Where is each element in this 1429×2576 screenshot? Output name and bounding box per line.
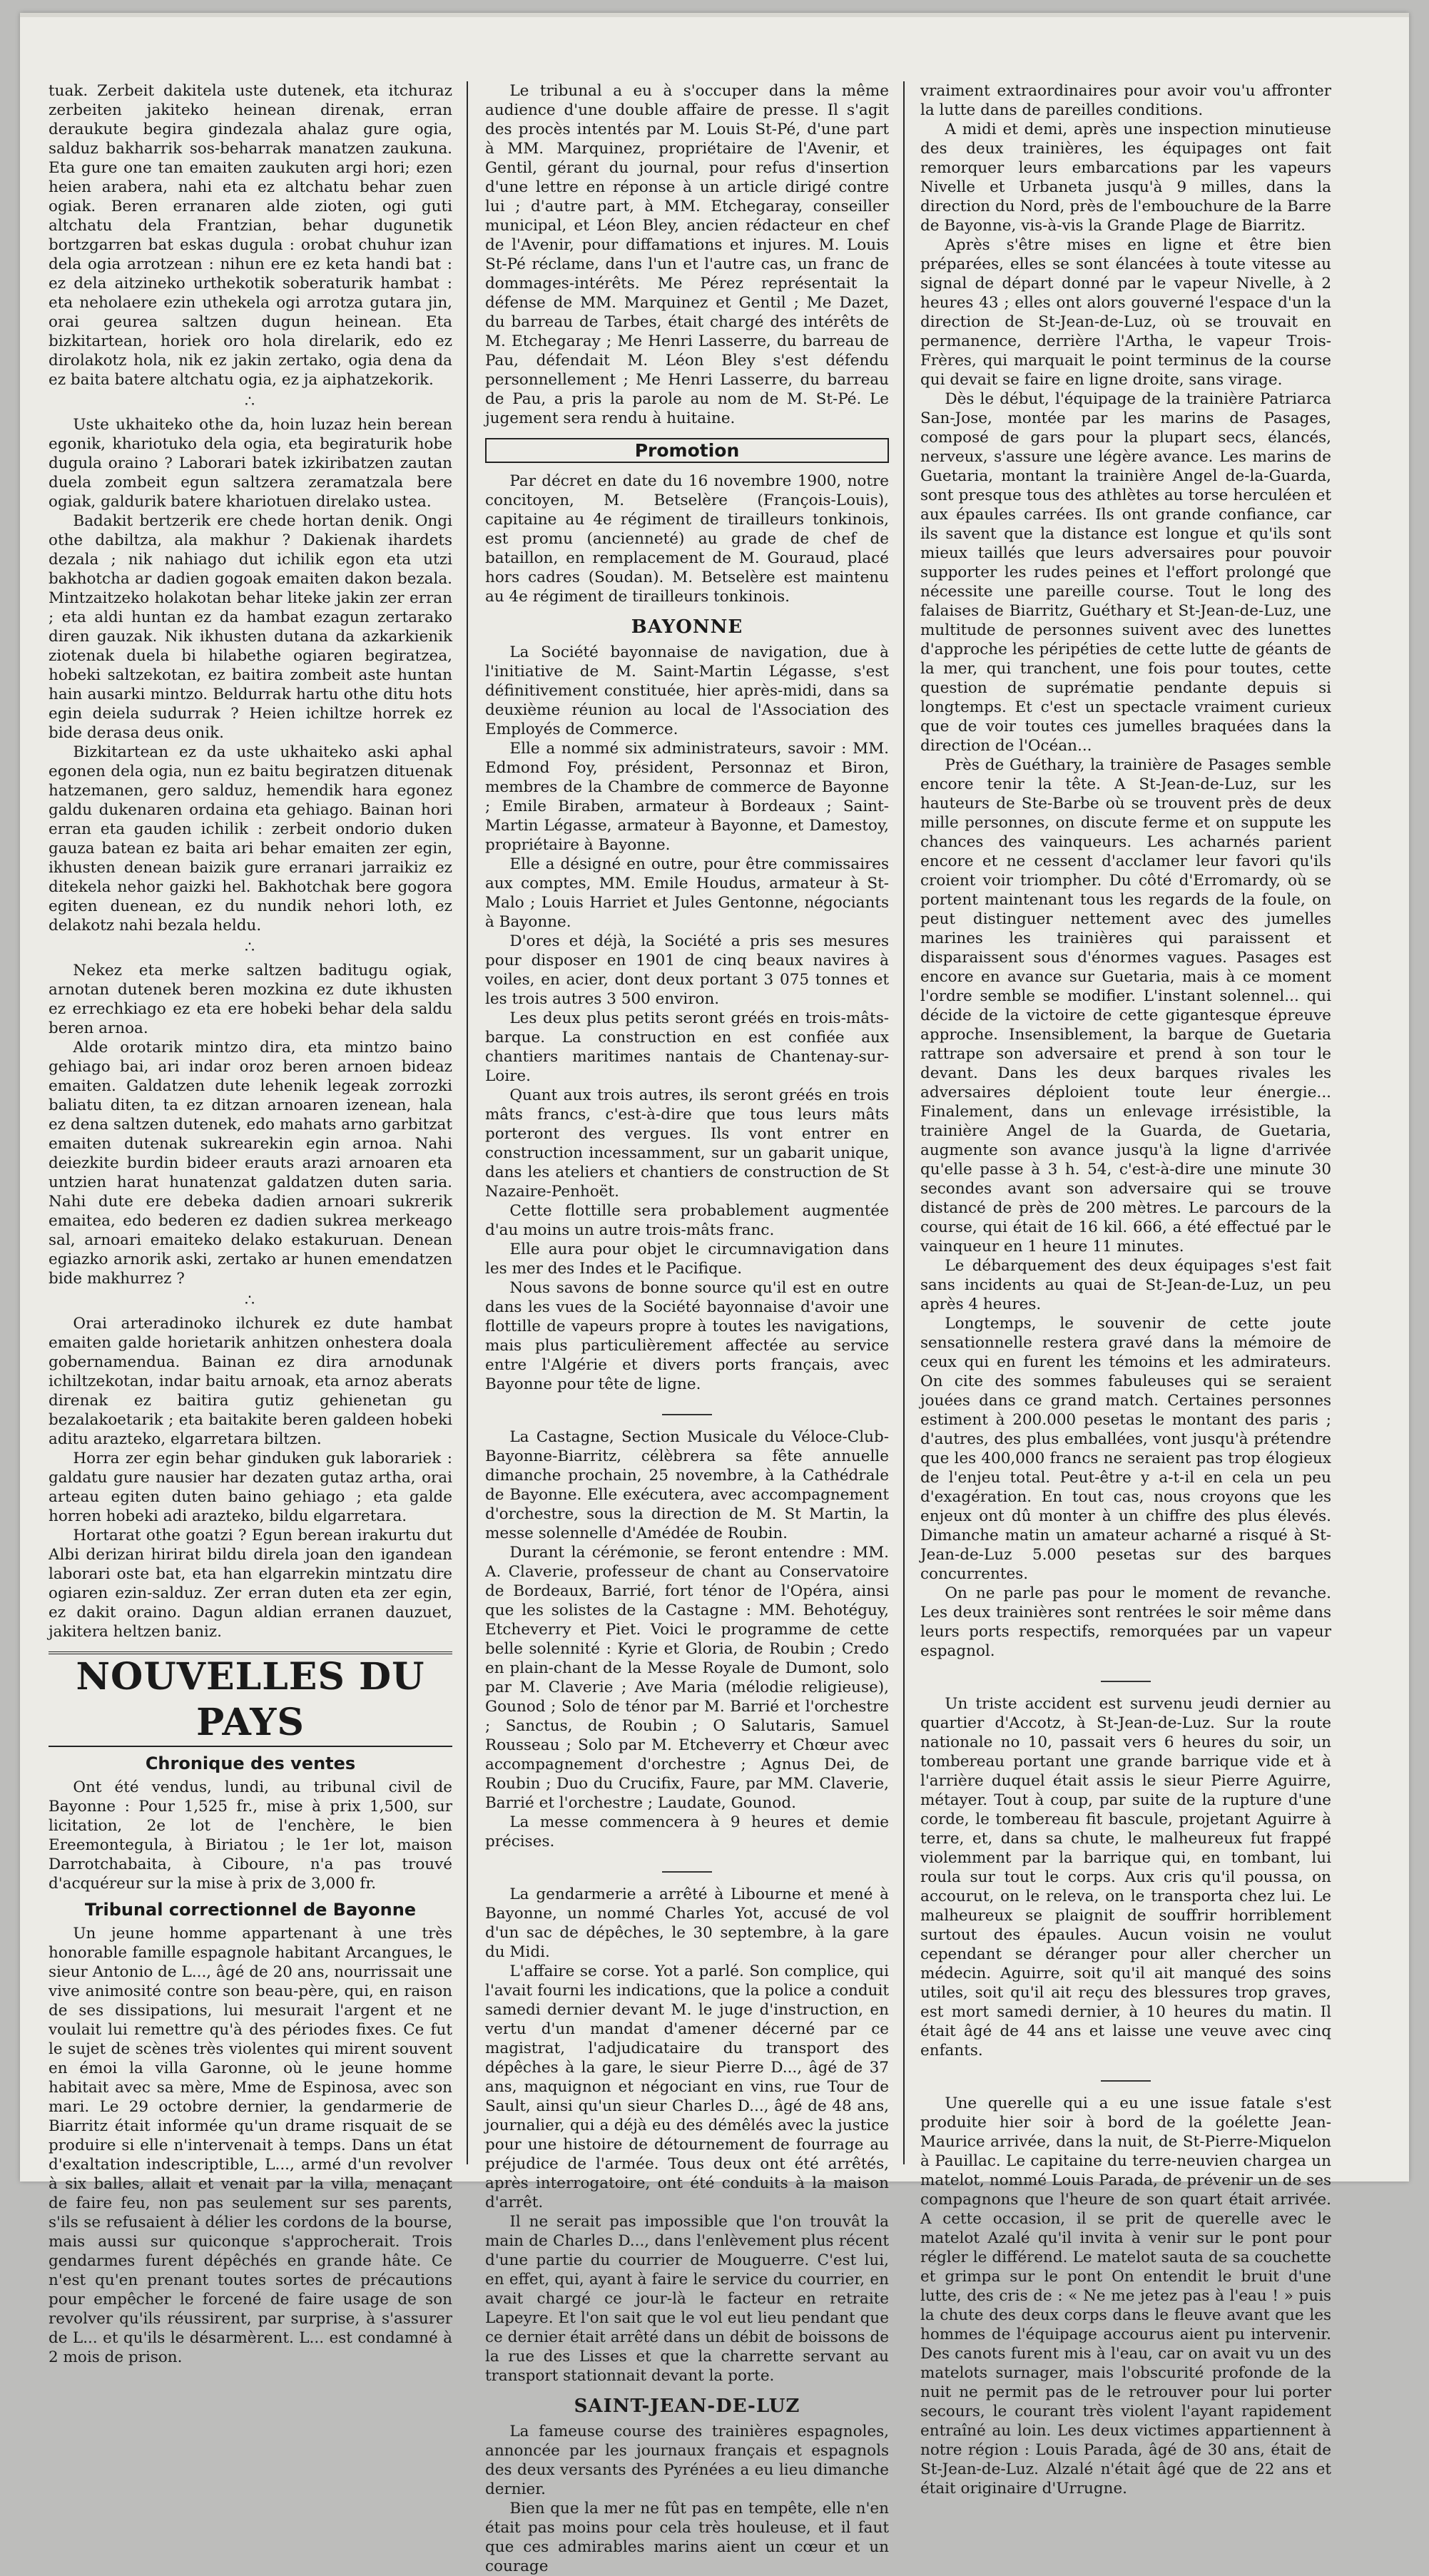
basque-paragraph: Badakit bertzerik ere chede hortan denik. Ongi othe dabiltza, ala makhur ? Dakienak ihardets dezala ; nik nahiago dut ichilik egon eta utzi bakhotcha ar dadien gogoak emaiten dakon bezala. Mintzaitzeko holakotan behar liteke jakin zer erran ; eta aldi huntan ez da hambat ezagun zertarako diren gauzak. Nik ikhusten dutana da azkarkienik ziotenak duela bi hilabethe ogiaren begiratzea, hobeki saltzekotan, ez baitira zombeit aste huntan hain ausarki mintzo. Beldurrak hartu othe ditu hots egin deiela sudurrak ? Heien ichiltze horrek ez bide derasa deus onik. xyxy=(49,512,452,742)
article-paragraph: vraiment extraordinaires pour avoir vou'u affronter la lutte dans de pareilles conditions. xyxy=(920,82,1331,119)
article-paragraph: Longtemps, le souvenir de cette joute sensationnelle restera gravé dans la mémoire de ceux qui en furent les témoins et les admirateurs. On cite des sommes fabuleuses qui se seraient jouées dans ce grand match. Certaines personnes estiment à 200.000 pesetas le montant des paris ; d'autres, des plus emballées, vont jusqu'à prétendre que les 400,000 francs ne seraient pas trop élogieux de l'enjeu total. Peut-être y a-t-il en cela un peu d'exagération. En tout cas, nous croyons que les enjeux ont dû monter à un chiffre des plus élevés. Dimanche matin un amateur acharné a risqué à St-Jean-de-Luz 5.000 pesetas sur des barques concurrentes. xyxy=(920,1315,1331,1583)
article-paragraph: Un triste accident est survenu jeudi dernier au quartier d'Accotz, à St-Jean-de-Luz. Sur la route nationale no 10, passait vers 6 heures du soir, un tombereau portant une grande barrique vide et à l'arrière duquel était assis le sieur Pierre Aguirre, métayer. Tout à coup, par suite de la rupture d'une corde, le tombereau fit bascule, projetant Aguirre à terre, et, dans sa chute, le malheureux fut frappé violemment par la barrique qui, en tombant, lui roula sur tout le corps. Aux cris qu'il poussa, on accourut, on le releva, on le transporta chez lui. Le malheureux se plaignit de souffrir horriblement surtout des épaules. Aucun voisin ne voulut cependant se déranger pour aller chercher un médecin. Aguirre, soit qu'il ait manqué des soins utiles, soit qu'il ait reçu des blessures trop graves, est mort samedi dernier, à 10 heures du matin. Il était âgé de 44 ans et laisse une veuve avec cinq enfants. xyxy=(920,1695,1331,2060)
article-paragraph: Cette flottille sera probablement augmentée d'au moins un autre trois-mâts franc. xyxy=(485,1202,889,1239)
basque-paragraph: Hortarat othe goatzi ? Egun berean irakurtu dut Albi derizan hirirat bildu direla joan den igandean laborari oste bat, eta han elgarrekin mintzatu dire ogiaren ezin-salduz. Zer erran duten eta zer egin, ez dakit oraino. Dagun aldian erranen dauzuet, jakitera heltzen baniz. xyxy=(49,1527,452,1641)
article-paragraph: Il ne serait pas impossible que l'on trouvât la main de Charles D..., dans l'enlèvement plus récent d'une partie du courrier de Mouguerre. C'est lui, en effet, qui, ayant à faire le service du courrier, en avait chargé ce jour-là le facteur en retraite Lapeyre. Et l'on sait que le vol eut lieu pendant que ce dernier était arrêté dans un débit de boissons de la rue des Lisses et que la charrette servant au transport stationnait devant la porte. xyxy=(485,2213,889,2385)
section-title: Tribunal correctionnel de Bayonne xyxy=(84,1900,417,1920)
article-paragraph: Par décret en date du 16 novembre 1900, notre concitoyen, M. Betselère (François-Louis), capitaine au 4e régiment de tirailleurs tonkinois, est promu (ancienneté) au grade de chef de bataillon, en remplacement de M. Gouraud, placé hors cadres (Soudan). M. Betselère est maintenu au 4e régiment de tirailleurs tonkinois. xyxy=(485,472,889,606)
separator-rule xyxy=(920,1668,1331,1687)
article-paragraph: La Castagne, Section Musicale du Véloce-Club-Bayonne-Biarritz, célèbrera sa fête annuelle dimanche prochain, 25 novembre, à la Cathédrale de Bayonne. Elle exécutera, avec accompagnement d'orchestre, sous la direction de M. St Martin, la messe solennelle d'Amédée de Roubin. xyxy=(485,1428,889,1542)
column-rule-1 xyxy=(467,81,468,2164)
article-paragraph: Les deux plus petits seront gréés en trois-mâts-barque. La construction en est confiée aux chantiers maritimes nantais de Chantenay-sur-Loire. xyxy=(485,1009,889,1085)
page-top-edge xyxy=(20,13,1409,17)
article-paragraph: Le tribunal a eu à s'occuper dans la même audience d'une double affaire de presse. Il s'agit des procès intentés par M. Louis St-Pé, d'une part à MM. Marquinez, propriétaire de l'Avenir, et Gentil, gérant du journal, pour refus d'insertion d'une lettre en réponse à un article dirigé contre lui ; d'autre part, à MM. Etchegaray, conseiller municipal, et Léon Bley, ancien rédacteur en chef de l'Avenir, pour diffamations et injures. M. Louis St-Pé réclame, dans l'un et l'autre cas, un franc de dommages-intérêts. Me Pérez représentait la défense de MM. Marquinez et Gentil ; Me Dazet, du barreau de Tarbes, était chargé des intérêts de M. Etchegaray ; Me Henri Lasserre, du barreau de Pau, défendait M. Léon Bley s'est défendu personnellement ; Me Henri Lasserre, du barreau de Pau, a pris la parole au nom de M. St-Pé. Le jugement sera rendu à huitaine. xyxy=(485,82,889,427)
basque-paragraph: Bizkitartean ez da uste ukhaiteko aski aphal egonen dela ogia, nun ez baitu begiratzen dituenak hatzemanen, gero salduz, hemendik hara egonez galdu dukenaren ordaina eta gehiago. Bainan hori erran eta gauden ichilik : zerbeit ondorio duken gauza batean ez baita ari behar emaiten zer egin, ikhusten denean baizik gure erranari jarraikiz ez ditekela nehor gaizki hel. Bakhotchak bere gogora egiten duenean, ez du nundik nehori loth, ez delakotz nahi bezala heldu. xyxy=(49,743,452,935)
section-title: SAINT-JEAN-DE-LUZ xyxy=(574,2396,800,2417)
basque-paragraph: Orai arteradinoko ilchurek ez dute hambat emaiten galde horietarik anhitzen onhestera doala gobernamendua. Bainan ez dira arnodunak ichiltzekotan, indar baitu arnoak, eta arnoz aberats direnak ez baitira gutiz gehienetan gu bezalakoetarik ; eta baitakite beren galdeen hobeki aditu arazteko, elgarretara biltzen. xyxy=(49,1315,452,1448)
section-title: Promotion xyxy=(485,438,889,463)
newspaper-page xyxy=(20,13,1409,2575)
article-paragraph: Près de Guéthary, la trainière de Pasages semble encore tenir la tête. A St-Jean-de-Luz, sur les hauteurs de Ste-Barbe où se trouvent près de deux mille personnes, on discute ferme et on suppute les chances des vainqueurs. Les acharnés parient encore et ne cessent d'acclamer leur favori qu'ils croient voir triompher. Du côté d'Erromardy, où se portent maintenant tous les regards de la foule, on peut distinguer nettement avec des jumelles marines les trainières qui paraissent et disparaissent sous d'énormes vagues. Pasages est encore en avance sur Guetaria, mais à ce moment l'ordre semble se modifier. L'instant solennel... qui décide de la victoire de cette gigantesque épreuve approche. Insensiblement, la barque de Guetaria rattrape son adversaire et prend à son tour le devant. Dans les deux barques rivales les adversaires déploient toute leur énergie... Finalement, dans un enlevage irrésistible, la trainière Angel de la Guarda, de Guetaria, augmente son avance jusqu'à la ligne d'arrivée qu'elle passe à 3 h. 54, c'est-à-dire une minute 30 secondes avant son adversaire qui se trouve distancé de près de 200 mètres. Le parcours de la course, qui était de 16 kil. 666, a été effectué par le vainqueur en 1 heure 11 minutes. xyxy=(920,756,1331,1256)
column-2 xyxy=(485,81,889,2575)
article-paragraph: A midi et demi, après une inspection minutieuse des deux trainières, les équipages ont fait remorquer leurs embarcations par les vapeurs Nivelle et Urbaneta jusqu'à 9 milles, dans la direction du Nord, près de l'embouchure de la Barre de Bayonne, vis-à-vis la Grande Plage de Biarritz. xyxy=(920,121,1331,235)
separator-rule xyxy=(485,1401,889,1420)
article-paragraph: D'ores et déjà, la Société a pris ses mesures pour disposer en 1901 de cinq beaux navires à voiles, en acier, dont deux portant 3 075 tonnes et les trois autres 3 500 environ. xyxy=(485,932,889,1008)
article-paragraph: Le débarquement des deux équipages s'est fait sans incidents au quai de St-Jean-de-Luz, un peu après 4 heures. xyxy=(920,1257,1331,1313)
article-paragraph: Nous savons de bonne source qu'il est en outre dans les vues de la Société bayonnaise d'avoir une flottille de vapeurs propre à toutes les navigations, mais plus particulièrement affectée au service entre l'Algérie et divers ports français, avec Bayonne pour tête de ligne. xyxy=(485,1279,889,1393)
asterism: ∴ xyxy=(245,939,256,957)
asterism: ∴ xyxy=(245,393,256,411)
column-rule-2 xyxy=(903,81,905,2164)
basque-paragraph: Alde orotarik mintzo dira, eta mintzo baino gehiago bai, ari indar oroz beren arnoen bideaz emaiten. Galdatzen dute lehenik legeak zorrozki baliatu diten, ta ez ditzan arnoaren izenean, hala ez dena saltzen dutenek, edo mahats arno garbitzat emaiten dutenak sukrearekin egin arnoa. Nahi deiezkite burdin bideer erauts arazi arnoaren eta untzien harat hunatenzat galdatzen duten saria. Nahi dute ere debeka dadien arnoari sukrerik emaitea, edo bederen ez dadien sukrea merkeago sal, arnoari emaiteko delako estakuruan. Denean egiazko arnorik aski, zertako ar hunen emendatzen bide makhurrez ? xyxy=(49,1039,452,1288)
section-title: BAYONNE xyxy=(631,616,743,638)
column-1 xyxy=(49,81,452,2366)
basque-paragraph: Uste ukhaiteko othe da, hoin luzaz hein berean egonik, khariotuko dela ogia, eta begiraturik hobe dugula oraino ? Laborari batek izkiribatzen zautan duela zombeit egun saltzera zeramatzala bere ogiak, galdurik batere khariotuen direlako ustea. xyxy=(49,416,452,511)
basque-paragraph: Nekez eta merke saltzen baditugu ogiak, arnotan dutenek beren mozkina ez dute ikhusten ez errechkiago ez eta ere hobeki behar dela saldu beren arnoa. xyxy=(49,962,452,1037)
column-3 xyxy=(920,81,1331,2498)
article-paragraph: Dès le début, l'équipage de la trainière Patriarca San-Jose, montée par les marins de Pasages, composé de gars pour la plupart secs, élancés, nerveux, s'assure une légère avance. Les marins de Guetaria, montant la trainière Angel de-la-Guarda, sont presque tous des athlètes au torse herculéen et aux épaules carrées. Ils ont grande confiance, car ils savent que la distance est longue et qu'ils sont mieux taillés que leurs adversaires pour pouvoir supporter les rudes peines et l'effort prolongé que nécessite une pareille course. Tout le long des falaises de Biarritz, Guéthary et St-Jean-de-Luz, une multitude de personnes suivent avec des lunettes d'approche les péripéties de cette lutte de géants de la mer, qui tranchent, une fois pour toutes, cette question de suprématie pendante depuis si longtemps. Et c'est un spectacle vraiment curieux que de voir toutes ces jumelles braquées dans la direction de l'Océan... xyxy=(920,390,1331,755)
article-paragraph: Une querelle qui a eu une issue fatale s'est produite hier soir à bord de la goélette Jean-Maurice arrivée, dans la nuit, de St-Pierre-Miquelon à Pauillac. Le capitaine du terre-neuvien chargea un matelot, nommé Louis Parada, de prévenir un de ses compagnons que l'heure de son quart était arrivée. A cette occasion, il se prit de querelle avec le matelot Azalé qu'il invita à venir sur le pont pour régler le différend. Le matelot sauta de sa couchette et grimpa sur le pont On entendit le bruit d'une lutte, des cris de : « Ne me jetez pas à l'eau ! » puis la chute des deux corps dans le fleuve avant que les hommes de l'équipage accourus aient pu intervenir. Des canots furent mis à l'eau, car on avait vu un des matelots surnager, mais l'obscurité profonde de la nuit ne permit pas de le retrouver pour lui porter secours, le courant très violent l'ayant rapidement entraîné au loin. Les deux victimes appartiennent à notre région : Louis Parada, âgé de 30 ans, était de St-Jean-de-Luz. Alzalé n'était âgé que de 22 ans et était originaire d'Urrugne. xyxy=(920,2094,1331,2498)
article-paragraph: La fameuse course des trainières espagnoles, annoncée par les journaux français et espagnols des deux versants des Pyrénées a eu lieu dimanche dernier. xyxy=(485,2423,889,2498)
section-masthead: NOUVELLES DU PAYS xyxy=(49,1651,452,1747)
article-paragraph: On ne parle pas pour le moment de revanche. Les deux trainières sont rentrées le soir même dans leurs ports respectifs, remorquées par un vapeur espagnol. xyxy=(920,1584,1331,1660)
article-paragraph: Elle a désigné en outre, pour être commissaires aux comptes, MM. Emile Houdus, armateur à St-Malo ; Louis Harriet et Jules Gentonne, négociants à Bayonne. xyxy=(485,855,889,931)
article-paragraph: Elle a nommé six administrateurs, savoir : MM. Edmond Foy, président, Personnaz et Biron, membres de la Chambre de commerce de Bayonne ; Emile Biraben, armateur à Bordeaux ; Saint-Martin Légasse, armateur à Bayonne, et Damestoy, propriétaire à Bayonne. xyxy=(485,740,889,854)
article-paragraph: Ont été vendus, lundi, au tribunal civil de Bayonne : Pour 1,525 fr., mise à prix 1,500, sur licitation, 2e lot de l'enchère, le bien Ereemontegula, à Biriatou ; le 1er lot, maison Darrotchabaita, à Ciboure, n'a pas trouvé d'acquéreur sur la mise à prix de 3,000 fr. xyxy=(49,1778,452,1893)
article-paragraph: Bien que la mer ne fût pas en tempête, elle n'en était pas moins pour cela très houleuse, et il faut que ces admirables marins aient un cœur et un courage xyxy=(485,2500,889,2575)
section-title: Chronique des ventes xyxy=(145,1753,356,1773)
article-paragraph: Durant la cérémonie, se feront entendre : MM. A. Claverie, professeur de chant au Conservatoire de Bordeaux, Barrié, fort ténor de l'Opéra, ainsi que les solistes de la Castagne : MM. Behotéguy, Etcheverry et Piet. Voici le programme de cette belle solennité : Kyrie et Gloria, de Roubin ; Credo en plain-chant de la Messe Royale de Dumont, solo par M. Claverie ; Ave Maria (mélodie religieuse), Gounod ; Solo de ténor par M. Barrié et l'orchestre ; Sanctus, de Roubin ; O Salutaris, Samuel Rousseau ; Solo par M. Etcheverry et Chœur avec accompagnement d'orchestre ; Agnus Dei, de Roubin ; Duo du Crucifix, Faure, par MM. Claverie, Barrié et l'orchestre ; Laudate, Gounod. xyxy=(485,1544,889,1812)
asterism: ∴ xyxy=(245,1292,256,1310)
article-paragraph: Elle aura pour objet le circumnavigation dans les mer des Indes et le Pacifique. xyxy=(485,1241,889,1278)
article-paragraph: La Société bayonnaise de navigation, due à l'initiative de M. Saint-Martin Légasse, s'est définitivement constituée, hier après-midi, dans sa deuxième réunion au local de l'Association des Employés de Commerce. xyxy=(485,643,889,738)
article-paragraph: L'affaire se corse. Yot a parlé. Son complice, qui l'avait fourni les indications, que la police a conduit samedi dernier devant M. le juge d'instruction, en vertu d'un mandat d'amener décerné par ce magistrat, l'adjudicataire du transport des dépêches à la gare, le sieur Pierre D..., âgé de 37 ans, maquignon et négociant en vins, rue Tour de Sault, ainsi qu'un sieur Charles D..., âgé de 48 ans, journalier, qui a déjà eu des démêlés avec la justice pour une histoire de détournement de fourrage au préjudice de l'armée. Tous deux ont été arrêtés, après interrogatoire, ont été conduits à la maison d'arrêt. xyxy=(485,1962,889,2211)
article-paragraph: La gendarmerie a arrêté à Libourne et mené à Bayonne, un nommé Charles Yot, accusé de vol d'un sac de dépêches, le 30 septembre, à la gare du Midi. xyxy=(485,1885,889,1961)
separator-rule xyxy=(920,2067,1331,2087)
basque-paragraph: Horra zer egin behar ginduken guk laborariek : galdatu gure nausier har dezaten gutaz artha, orai arteau egiten duten baino gehiago ; eta galde horren hobeki adi arazteko, bildu elgarretara. xyxy=(49,1450,452,1525)
separator-rule xyxy=(485,1858,889,1878)
article-paragraph: Après s'être mises en ligne et être bien préparées, elles se sont élancées à toute vitesse au signal de départ donné par le vapeur Nivelle, à 2 heures 43 ; elles ont alors gouverné l'espace d'un la direction de St-Jean-de-Luz, où se trouvait en permanence, derrière l'Artha, le vapeur Trois-Frères, qui marquait le point terminus de la course qui devait se faire en ligne droite, sans virage. xyxy=(920,236,1331,389)
article-paragraph: Quant aux trois autres, ils seront gréés en trois mâts francs, c'est-à-dire que tous leurs mâts porteront des vergues. Ils vont entrer en construction incessamment, sur un gabarit unique, dans les ateliers et chantiers de construction de St Nazaire-Penhoët. xyxy=(485,1086,889,1201)
article-paragraph: La messe commencera à 9 heures et demie précises. xyxy=(485,1813,889,1850)
basque-paragraph: tuak. Zerbeit dakitela uste dutenek, eta itchuraz zerbeiten jakiteko heinean direnak, erran deraukute begira gindezala ahalaz gure ogia, salduz bakharrik sos-beharrak manatzen zaukuna. Eta gure one tan emaiten zaukuten argi hori; ezen heien arabera, nahi eta ez altchatu behar zuen ogiak. Beren erranaren alde zioten, ogi guti altchatu dela Frantzian, behar dugunetik bortzgarren bat eskas dugula : orobat chuhur izan dela ogia arrotzean : nihun ere ez keta handi bat : ez dela aitzineko urthekotik soberaturik hambat : eta neholaere ezin uthekela ogi arrotza gutara jin, orai geurea saltzen dugun heinean. Eta bizkitartean, horiek oro hola direlarik, edo ez dirolakotz hola, nik ez jakin zertako, ogia dena da ez baita batere altchatu ogia, ez ja aiphatzekorik. xyxy=(49,82,452,389)
article-paragraph: Un jeune homme appartenant à une très honorable famille espagnole habitant Arcangues, le sieur Antonio de L..., âgé de 20 ans, nourrissait une vive animosité contre son beau-père, qui, en raison de ses dissipations, lui mesurait l'argent et ne voulait lui remettre qu'à des périodes fixes. Ce fut le sujet de scènes très violentes qui mirent souvent en émoi la villa Garonne, où le jeune homme habitait avec sa mère, Mme de Espinosa, avec son mari. Le 29 octobre dernier, la gendarmerie de Biarritz était informée qu'un drame risquait de se produire si elle n'intervenait à temps. Dans un état d'exaltation indescriptible, L..., armé d'un revolver à six balles, allait et venait par la villa, menaçant de faire feu, non pas seulement sur ses parents, s'ils se refusaient à délier les cordons de la bourse, mais aussi sur quiconque s'approcherait. Trois gendarmes furent dépêchés en grande hâte. Ce n'est qu'en prenant toutes sortes de précautions pour empêcher le forcené de faire usage de son revolver qu'ils réussirent, par surprise, à s'assurer de L... et qu'ils le désarmèrent. L... est condamné à 2 mois de prison. xyxy=(49,1925,452,2366)
